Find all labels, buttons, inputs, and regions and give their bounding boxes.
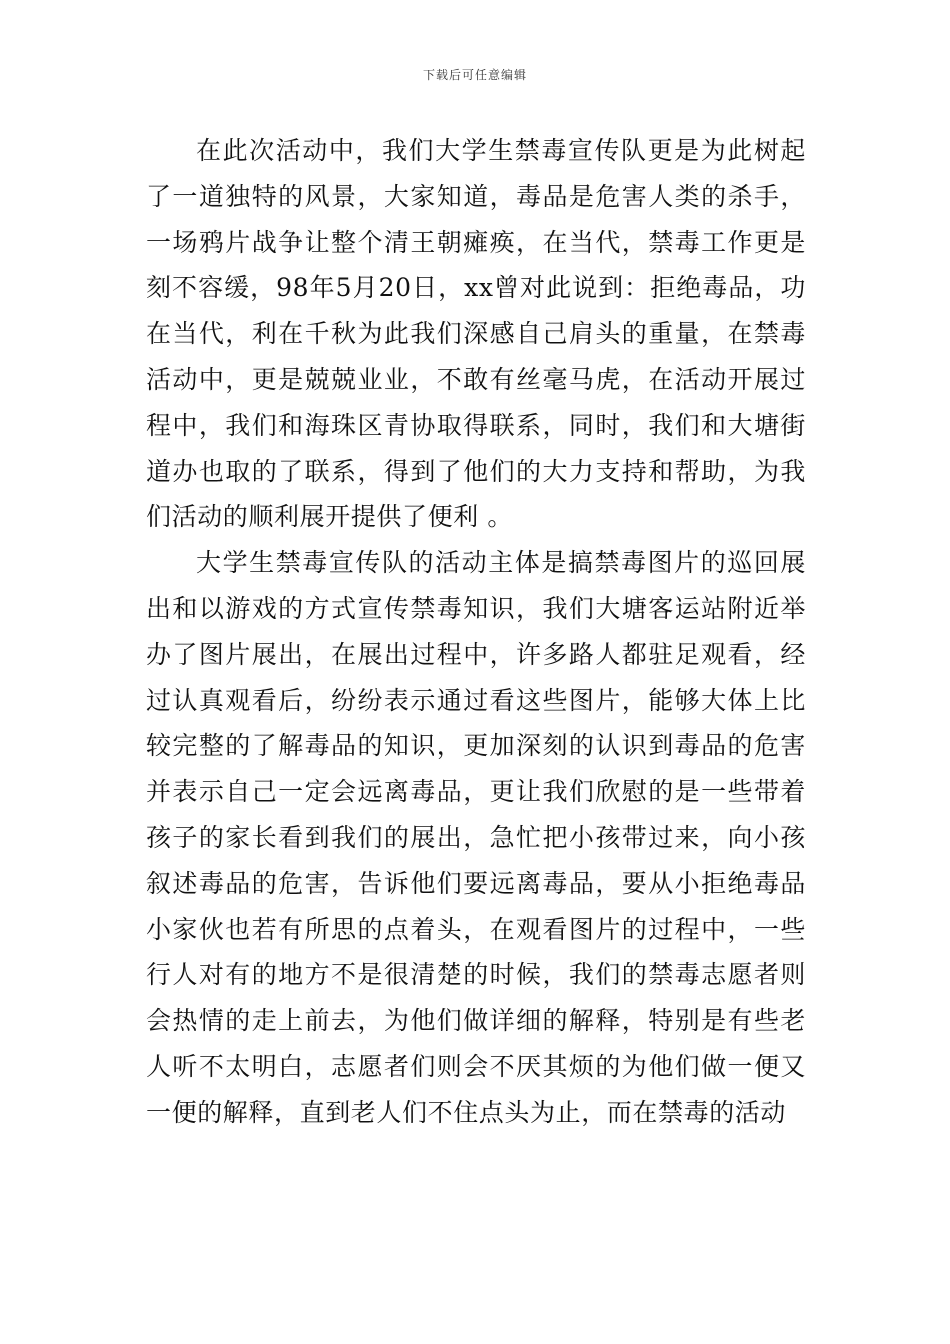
- header-note: 下载后可任意编辑: [422, 68, 527, 82]
- paragraph-1: 在此次活动中，我们大学生禁毒宣传队更是为此树起了一道独特的风景，大家知道，毒品是危害人类的杀手，一场鸦片战争让整个清王朝瘫痪，在当代，禁毒工作更是刻不容缓，98年5月20日，xx曾对此说到：拒绝毒品，功在当代，利在千秋为此我们深感自己肩头的重量，在禁毒活动中，更是兢兢业业，不敢有丝毫马虎，在活动开展过程中，我们和海珠区青协取得联系，同时，我们和大塘街道办也取的了联系，得到了他们的大力支持和帮助，为我们活动的顺利展开提供了便利 。: [146, 136, 806, 532]
- paragraph-2: 大学生禁毒宣传队的活动主体是搞禁毒图片的巡回展出和以游戏的方式宣传禁毒知识，我们大塘客运站附近举办了图片展出，在展出过程中，许多路人都驻足观看，经过认真观看后，纷纷表示通过看这些图片，能够大体上比较完整的了解毒品的知识，更加深刻的认识到毒品的危害并表示自己一定会远离毒品，更让我们欣慰的是一些带着孩子的家长看到我们的展出，急忙把小孩带过来，向小孩叙述毒品的危害，告诉他们要远离毒品，要从小拒绝毒品小家伙也若有所思的点着头，在观看图片的过程中，一些行人对有的地方不是很清楚的时候，我们的禁毒志愿者则会热情的走上前去，为他们做详细的解释，特别是有些老人听不太明白，志愿者们则会不厌其烦的为他们做一便又一便的解释，直到老人们不住点头为止，而在禁毒的活动: [146, 548, 806, 1127]
- document-body: [146, 128, 806, 1136]
